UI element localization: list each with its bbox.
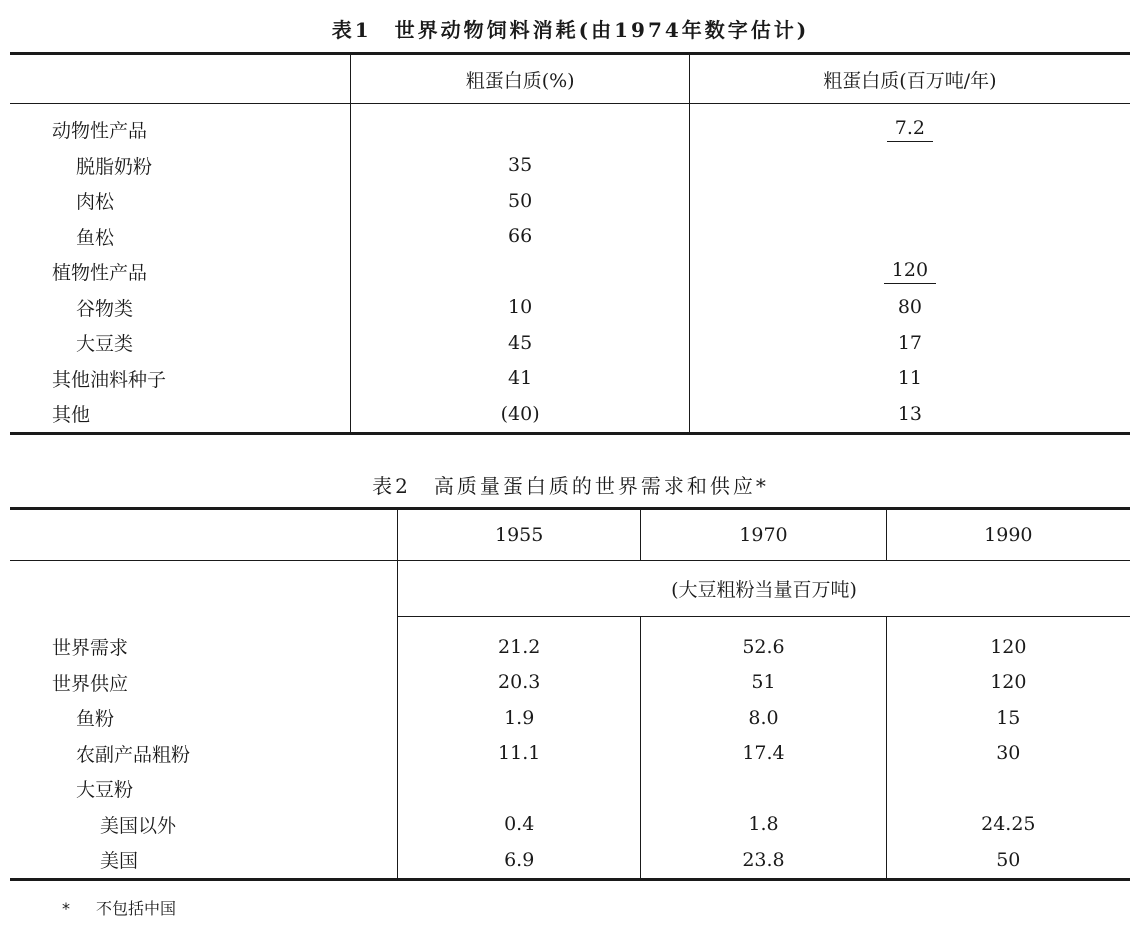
table1-header-cell: 粗蛋白质(百万吨/年) bbox=[689, 54, 1130, 104]
table2-unit-blank bbox=[10, 561, 398, 617]
table2-value-cell: 20.3 bbox=[398, 665, 641, 701]
footnote bbox=[62, 896, 176, 919]
table1-row bbox=[10, 104, 1130, 148]
table2-value-cell: 30 bbox=[886, 736, 1130, 772]
table2-value-cell: 0.4 bbox=[398, 807, 641, 843]
table2-row-label: 世界供应 bbox=[52, 672, 129, 695]
table1-pct-cell: 50 bbox=[351, 183, 689, 219]
footnote-text: 不包括中国 bbox=[96, 899, 177, 918]
table1-header-cell bbox=[10, 54, 351, 104]
table1-row bbox=[10, 325, 1130, 361]
table2-row-label: 世界需求 bbox=[52, 637, 129, 660]
table1 bbox=[10, 52, 1130, 435]
table2-row bbox=[10, 700, 1130, 736]
table2-row bbox=[10, 771, 1130, 807]
table1-mt-cell bbox=[689, 219, 1130, 255]
table1-row-label: 谷物类 bbox=[76, 297, 134, 320]
table1-row-label: 脱脂奶粉 bbox=[76, 155, 153, 178]
table2-row bbox=[10, 629, 1130, 665]
table2-value-cell bbox=[886, 771, 1130, 807]
table1-mt-cell: 80 bbox=[689, 290, 1130, 326]
table1-row bbox=[10, 290, 1130, 326]
table1-row bbox=[10, 396, 1130, 433]
table2-header-cell: 1970 bbox=[641, 509, 886, 561]
table2-row bbox=[10, 736, 1130, 772]
table1-pct-cell: 41 bbox=[351, 361, 689, 397]
table1-row bbox=[10, 361, 1130, 397]
table1-row bbox=[10, 148, 1130, 184]
table2-value-cell bbox=[641, 771, 886, 807]
table2-unit-row bbox=[10, 561, 1130, 617]
table2-row-label: 大豆粉 bbox=[76, 779, 134, 802]
table1-header-cell: 粗蛋白质(%) bbox=[351, 54, 689, 104]
table2-unit-label: (大豆粗粉当量百万吨) bbox=[398, 561, 1130, 617]
table2-gap-row bbox=[10, 617, 1130, 630]
table1-row-label: 鱼松 bbox=[76, 226, 115, 249]
table1-row-label: 其他 bbox=[10, 396, 351, 433]
table2-row-label: 美国 bbox=[10, 842, 398, 879]
table1-header-row bbox=[10, 54, 1130, 104]
table1-row-label: 植物性产品 bbox=[52, 262, 148, 285]
table2-value-cell: 52.6 bbox=[641, 629, 886, 665]
table2-value-cell: 15 bbox=[886, 700, 1130, 736]
table2-value-cell: 1.8 bbox=[641, 807, 886, 843]
table2-value-cell: 1.9 bbox=[398, 700, 641, 736]
table2-header-cell: 1955 bbox=[398, 509, 641, 561]
table2-value-cell: 11.1 bbox=[398, 736, 641, 772]
table1-row bbox=[10, 219, 1130, 255]
table1-row-label: 其他油料种子 bbox=[52, 368, 167, 391]
table1-row-label: 大豆类 bbox=[76, 333, 134, 356]
table1-row-label: 肉松 bbox=[76, 191, 115, 214]
table2-header-cell: 1990 bbox=[886, 509, 1130, 561]
table1-pct-cell: 10 bbox=[351, 290, 689, 326]
table2-value-cell: 8.0 bbox=[641, 700, 886, 736]
table2-row bbox=[10, 807, 1130, 843]
table2-header-cell bbox=[10, 509, 398, 561]
table2-value-cell: 23.8 bbox=[641, 842, 886, 879]
table1-mt-cell bbox=[689, 183, 1130, 219]
table2-row bbox=[10, 665, 1130, 701]
table2-row-label: 鱼粉 bbox=[76, 708, 115, 731]
table2-value-cell: 120 bbox=[886, 629, 1130, 665]
table1-row bbox=[10, 183, 1130, 219]
table2-row-label: 美国以外 bbox=[100, 814, 177, 837]
table1-mt-cell: 17 bbox=[689, 325, 1130, 361]
table1-caption: 表1 世界动物饲料消耗(由1974年数字估计) bbox=[331, 18, 810, 42]
table1-mt-cell: 7.2 bbox=[689, 104, 1130, 148]
footnote-marker: * bbox=[62, 899, 70, 918]
table2-value-cell: 120 bbox=[886, 665, 1130, 701]
table2-value-cell: 17.4 bbox=[641, 736, 886, 772]
table1-pct-cell: 66 bbox=[351, 219, 689, 255]
table1-mt-cell bbox=[689, 148, 1130, 184]
table1-pct-cell bbox=[351, 104, 689, 148]
table2 bbox=[10, 507, 1130, 881]
table1-row bbox=[10, 254, 1130, 290]
table1-pct-cell bbox=[351, 254, 689, 290]
table2-caption: 表2 高质量蛋白质的世界需求和供应* bbox=[372, 474, 769, 498]
table1-pct-cell: 45 bbox=[351, 325, 689, 361]
table1-pct-cell: (40) bbox=[351, 396, 689, 433]
table1-mt-cell: 11 bbox=[689, 361, 1130, 397]
table2-value-cell: 51 bbox=[641, 665, 886, 701]
table2-value-cell: 6.9 bbox=[398, 842, 641, 879]
table1-mt-cell: 120 bbox=[689, 254, 1130, 290]
table2-value-cell: 24.25 bbox=[886, 807, 1130, 843]
table1-row-label: 动物性产品 bbox=[52, 120, 148, 143]
table1-mt-cell: 13 bbox=[689, 396, 1130, 433]
table2-row-label: 农副产品粗粉 bbox=[76, 743, 191, 766]
table2-value-cell: 21.2 bbox=[398, 629, 641, 665]
table2-row bbox=[10, 842, 1130, 879]
table2-value-cell bbox=[398, 771, 641, 807]
table2-header-row bbox=[10, 509, 1130, 561]
table2-value-cell: 50 bbox=[886, 842, 1130, 879]
table1-pct-cell: 35 bbox=[351, 148, 689, 184]
